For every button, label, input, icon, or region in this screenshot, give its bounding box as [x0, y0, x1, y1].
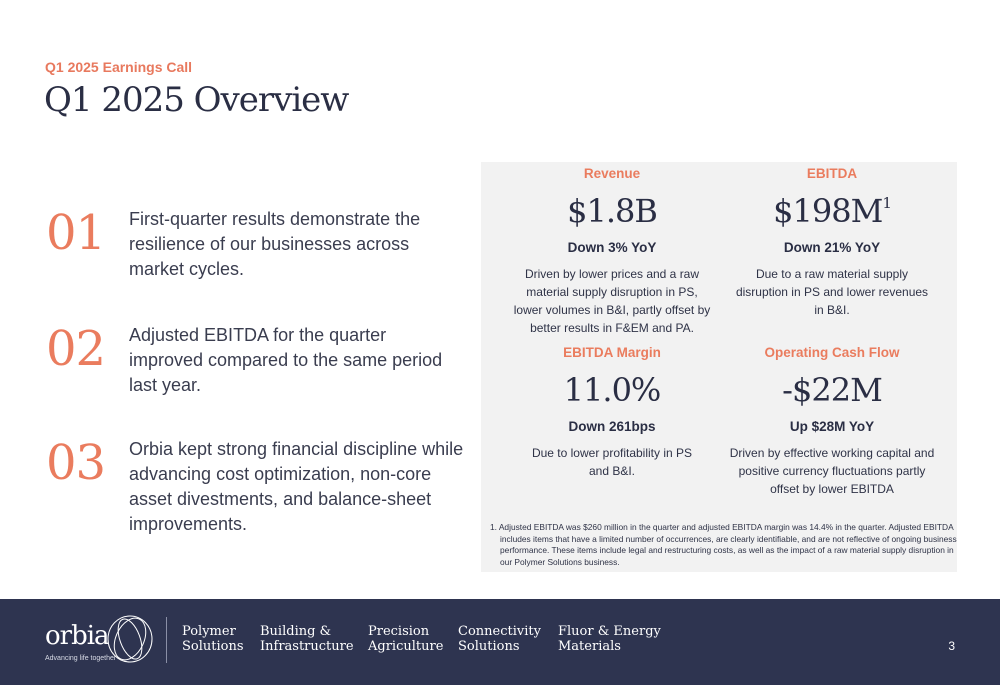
- metric-ebitda: [717, 166, 947, 319]
- page-number: 3: [948, 639, 955, 653]
- business-fluor-energy-materials: Fluor & Energy Materials: [558, 624, 661, 654]
- metric-operating-cash-flow: [717, 345, 947, 498]
- metric-description: Due to lower profitability in PS and B&I.: [531, 446, 693, 478]
- tagline: Advancing life together: [45, 655, 117, 662]
- metric-label: Revenue: [583, 166, 641, 181]
- footnote: 1. Adjusted EBITDA was $260 million in the quarter and adjusted EBITDA margin was 14.4% in the quarter. Adjusted EBITDA includes items that have a limited number of occurrences, are clearly identifiable, and are not reflective of ongoing business performance. These items include legal and restructuring costs, as well as the impact of a raw material supply disruption in our Polymer Solutions business.: [490, 522, 957, 567]
- business-polymer-solutions: Polymer Solutions: [182, 624, 244, 654]
- metric-revenue: [497, 166, 727, 337]
- metric-change: Down 261bps: [568, 419, 656, 434]
- metrics-panel: [481, 162, 957, 572]
- point-number: 02: [46, 321, 106, 377]
- orbia-mark-icon: [104, 613, 156, 665]
- metric-value: $\$198M^1$: [773, 192, 891, 230]
- metric-value: 11.0%: [563, 371, 661, 409]
- point-number: 03: [46, 435, 106, 491]
- metric-change: Down 3% YoY: [567, 240, 657, 255]
- orbia-logo: orbia: [45, 621, 109, 651]
- business-connectivity-solutions: Connectivity Solutions: [458, 624, 541, 654]
- metric-label: EBITDA: [806, 166, 858, 181]
- metric-change: Up $28M YoY: [789, 419, 875, 434]
- metric-value: -$22M: [782, 371, 882, 409]
- metric-description: Driven by lower prices and a raw material supply disruption in PS, lower volumes in B&I, partly offset by better results in F&EM and PA.: [513, 267, 711, 335]
- metric-value: $1.8B: [567, 192, 657, 230]
- metric-ebitda-margin: [497, 345, 727, 480]
- metric-label: Operating Cash Flow: [764, 345, 900, 360]
- point-text: First-quarter results demonstrate the resilience of our businesses across market cycles.: [129, 209, 421, 279]
- metric-description: Driven by effective working capital and positive currency fluctuations partly offset by lower EBITDA: [729, 446, 935, 496]
- point-number: 01: [46, 205, 106, 261]
- point-text: Orbia kept strong financial discipline while advancing cost optimization, non-core asset divestments, and balance-sheet improvements.: [129, 439, 464, 534]
- metric-description: Due to a raw material supply disruption in PS and lower revenues in B&I.: [735, 267, 929, 317]
- point-text: Adjusted EBITDA for the quarter improved compared to the same period last year.: [129, 325, 443, 395]
- footer-bar: [0, 599, 1000, 685]
- metric-change: Down 21% YoY: [783, 240, 881, 255]
- footer-divider: [166, 617, 167, 663]
- business-precision-agriculture: Precision Agriculture: [368, 624, 444, 654]
- footnote-marker: 1: [882, 194, 891, 212]
- metric-label: EBITDA Margin: [563, 345, 661, 360]
- page-title: Q1 2025 Overview: [44, 80, 349, 120]
- eyebrow: Q1 2025 Earnings Call: [45, 59, 193, 75]
- business-building-infrastructure: Building & Infrastructure: [260, 624, 354, 654]
